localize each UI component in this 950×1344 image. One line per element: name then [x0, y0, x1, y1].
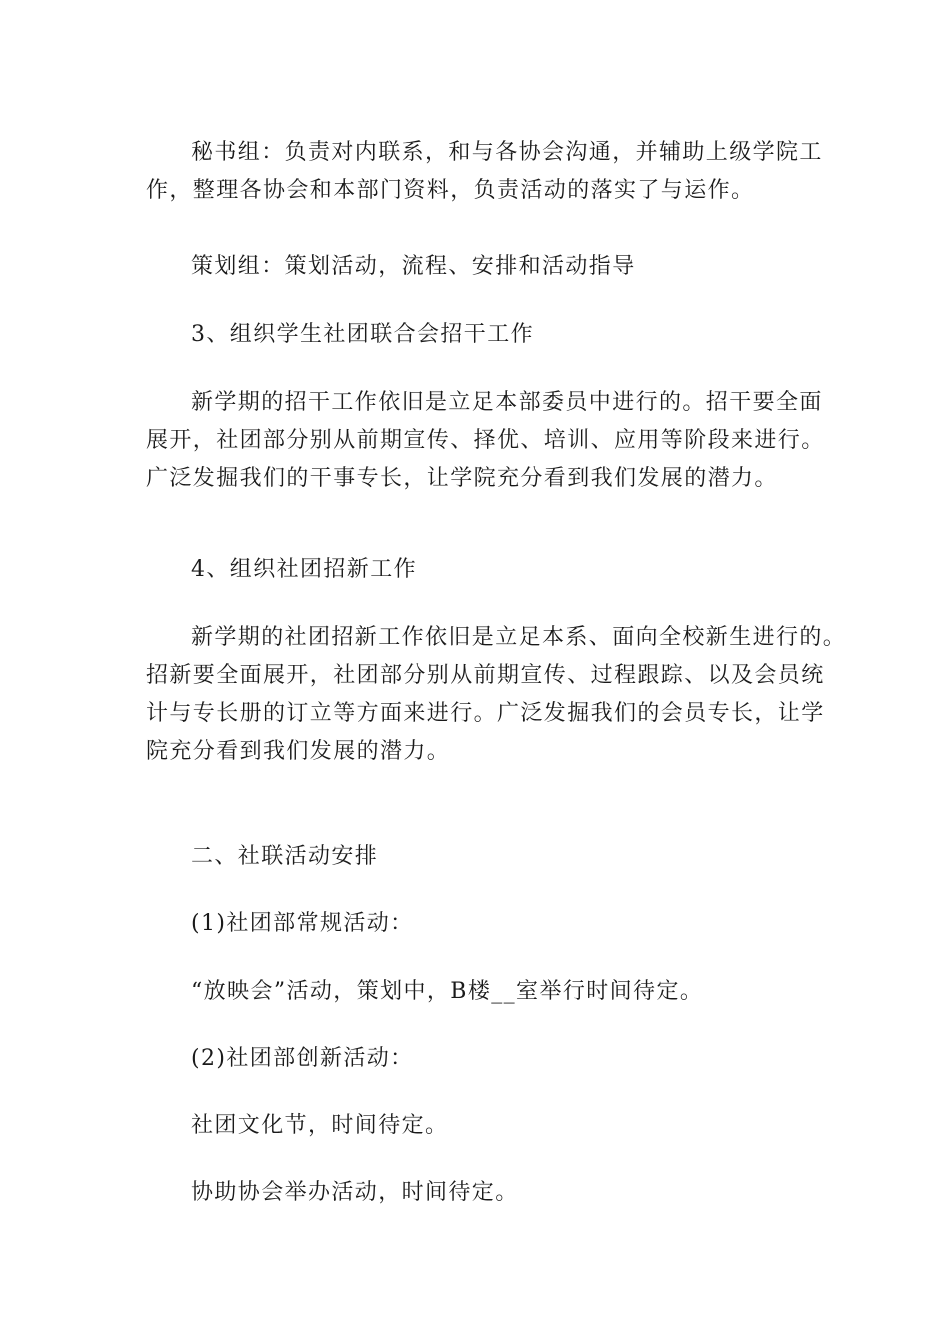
text-line: “放映会”活动，策划中，B楼__室举行时间待定。	[191, 979, 704, 1004]
text-line: 3、组织学生社团联合会招干工作	[191, 322, 534, 347]
text-line: (1)社团部常规活动：	[191, 911, 414, 936]
text-line: 秘书组：负责对内联系，和与各协会沟通，并辅助上级学院工	[191, 140, 823, 165]
heading-activity-arrangement	[146, 838, 810, 876]
text-line: 广泛发掘我们的干事专长，让学院充分看到我们发展的潜力。	[146, 466, 778, 491]
text-line: 招新要全面展开，社团部分别从前期宣传、过程跟踪、以及会员统	[146, 663, 825, 688]
heading-regular-activities	[146, 905, 810, 943]
text-line: 4、组织社团招新工作	[191, 557, 417, 582]
paragraph-screening-event	[146, 973, 810, 1011]
text-line: 展开，社团部分别从前期宣传、择优、培训、应用等阶段来进行。	[146, 428, 825, 453]
text-line: 新学期的招干工作依旧是立足本部委员中进行的。招干要全面	[191, 390, 823, 415]
paragraph-assist-associations	[146, 1174, 810, 1212]
paragraph-secretariat	[146, 134, 823, 210]
text-line: 协助协会举办活动，时间待定。	[191, 1180, 519, 1205]
text-line: 社团文化节，时间待定。	[191, 1113, 449, 1138]
text-line: 二、社联活动安排	[191, 844, 379, 869]
text-line: 院充分看到我们发展的潜力。	[146, 739, 451, 764]
text-line: (2)社团部创新活动：	[191, 1046, 414, 1071]
text-line: 作，整理各协会和本部门资料，负责活动的落实了与运作。	[146, 178, 755, 203]
paragraph-culture-festival	[146, 1107, 810, 1145]
text-line: 计与专长册的订立等方面来进行。广泛发掘我们的会员专长，让学	[146, 701, 825, 726]
text-line: 新学期的社团招新工作依旧是立足本系、面向全校新生进行的。	[191, 625, 847, 650]
heading-innovative-activities	[146, 1040, 810, 1078]
heading-recruit-officers	[146, 316, 810, 354]
text-line: 策划组：策划活动，流程、安排和活动指导	[191, 254, 636, 279]
paragraph-recruit-officers	[146, 384, 825, 498]
heading-recruit-members	[146, 551, 810, 589]
paragraph-recruit-members	[146, 619, 847, 771]
paragraph-planning-group	[146, 248, 810, 286]
